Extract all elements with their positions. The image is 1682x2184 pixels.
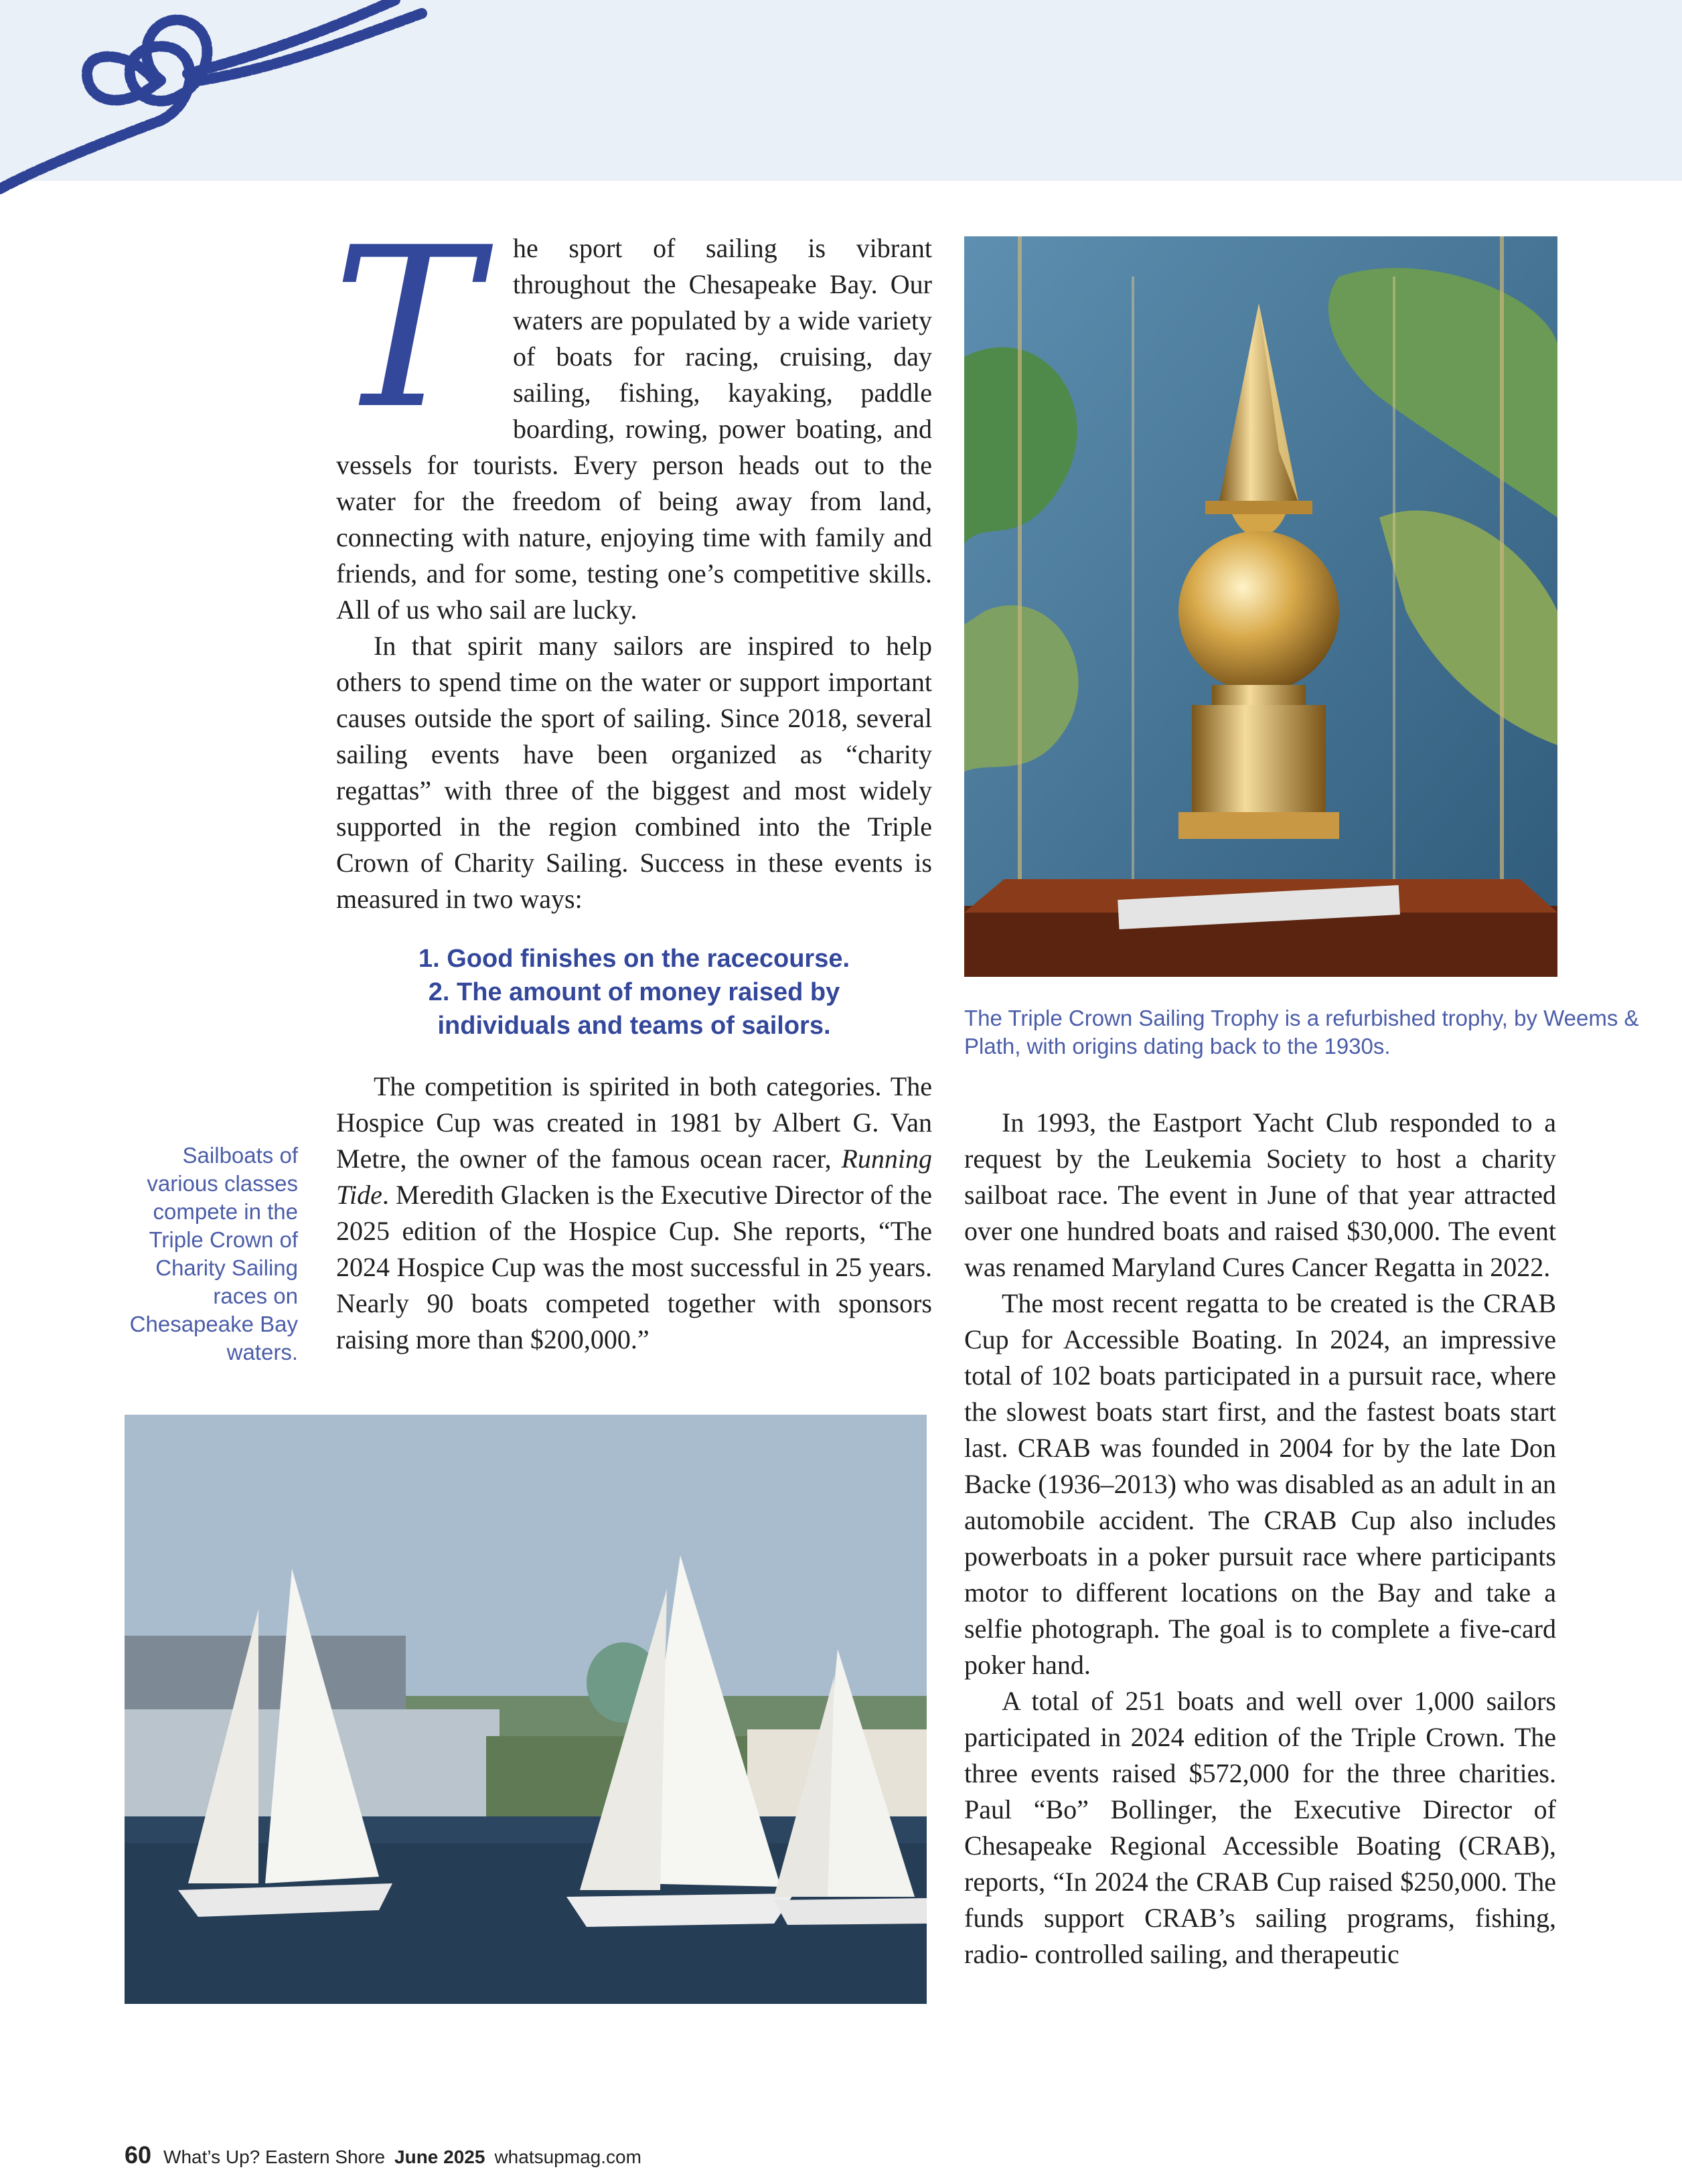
paragraph-totals: A total of 251 boats and well over 1,000 sailors participated in 2024 edition of the Triple Crown. The three events raised $572,000 for the three charities. Paul “Bo” Bollinger, the Executive Director of Chesapeake Regional Accessible Boating (CRAB), reports, “In 2024 the CRAB Cup raised $250,000. The funds support CRAB’s sailing programs, fishing, radio- controlled sailing, and therapeutic (964, 1686, 1556, 1969)
list-item: individuals and teams of sailors. (437, 1012, 831, 1040)
paragraph-leukemia: In 1993, the Eastport Yacht Club responded to a request by the Leukemia Society to host a charity sailboat race. The event in June of that year attracted over one hundred boats and raised $30,000. The event was renamed Maryland Cures Cancer Regatta in 2022. (964, 1107, 1556, 1282)
article-intro (332, 200, 932, 917)
paragraph-hospice (336, 1069, 932, 1358)
sailboats-photo (125, 1415, 927, 2004)
paragraph-text: . Meredith Glacken is the Executive Director of the 2025 edition of the Hospice Cup. She reports, “The 2024 Hospice Cup was the most successful in 25 years. Nearly 90 boats competed together with sponsors raising more than $200,000.” (336, 1180, 932, 1354)
page-footer (125, 2141, 641, 2169)
boat-name: Running Tide (336, 1144, 932, 1210)
trophy-caption: The Triple Crown Sailing Trophy is a refurbished trophy, by Weems & Plath, with origins dating back to the 1930s. (964, 1006, 1639, 1059)
callout-list (336, 942, 932, 1042)
website-link[interactable]: whatsupmag.com (494, 2147, 641, 2167)
article-hospice (336, 1069, 932, 1358)
header-band (0, 0, 1682, 181)
trophy-photo (964, 236, 1557, 977)
list-item: 1. Good finishes on the racecourse. (418, 945, 850, 973)
paragraph-text: The competition is spirited in both categories. The Hospice Cup was created in 1981 by Albert G. Van Metre, the owner of the famous ocean racer, (336, 1071, 932, 1174)
list-item: 2. The amount of money raised by (428, 978, 840, 1006)
article-right-column (964, 1105, 1556, 1972)
rope-knot-icon (0, 0, 429, 201)
magazine-name: What’s Up? Eastern Shore (163, 2147, 386, 2167)
paragraph-crab: The most recent regatta to be created is the CRAB Cup for Accessible Boating. In 2024, an impressive total of 102 boats participated in a pursuit race, where the slowest boats start first, and the fastest boats start last. CRAB was founded in 2004 for by the late Don Backe (1936–2013) who was disabled as an adult in an automobile accident. The CRAB Cup also includes powerboats in a poker pursuit race where participants motor to different locations on the Bay and take a selfie photograph. The goal is to complete a five-card poker hand. (964, 1288, 1556, 1680)
issue-date: June 2025 (394, 2147, 485, 2167)
page-number: 60 (125, 2141, 152, 2169)
paragraph-intro: he sport of sailing is vibrant throughout the Chesapeake Bay. Our waters are populated by a wide variety of boats for racing, cruising, day sailing, fishing, kayaking, paddle boarding, rowing, power boating, and vessels for tourists. Every person heads out to the water for the freedom of being away from land, connecting with nature, enjoying time with family and friends, and for some, testing one’s competitive skills. All of us who sail are lucky. (336, 233, 932, 625)
sailboats-caption: Sailboats of various classes compete in the Triple Crown of Charity Sailing races on Chesapeake Bay waters. (129, 1143, 298, 1364)
drop-cap: T (332, 200, 480, 457)
paragraph-charity: In that spirit many sailors are inspired to help others to spend time on the water or support important causes outside the sport of sailing. Since 2018, several sailing events have been organized as “charity regattas” with three of the biggest and most widely supported in the region combined into the Triple Crown of Charity Sailing. Success in these events is measured in two ways: (336, 631, 932, 914)
